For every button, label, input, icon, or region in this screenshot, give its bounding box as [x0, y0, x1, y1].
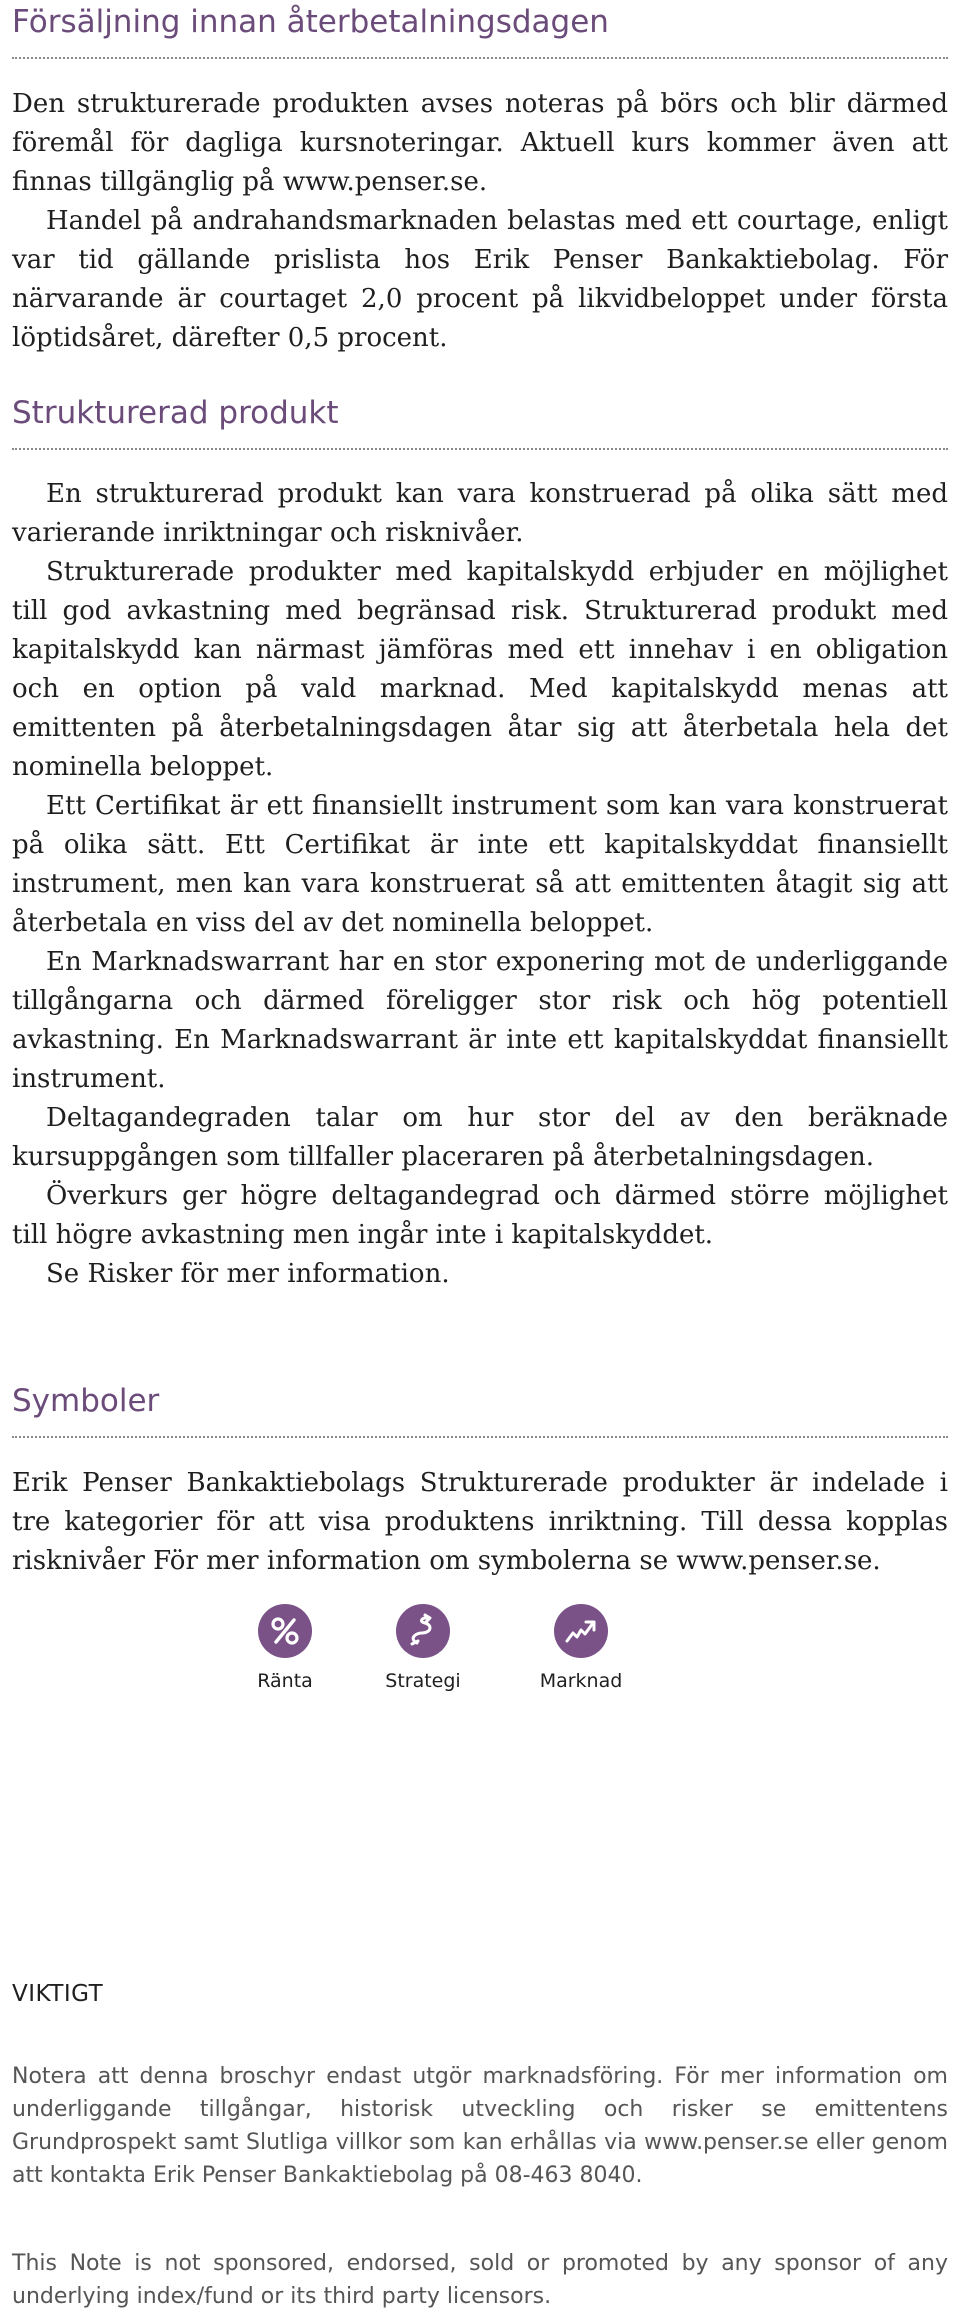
disclaimer-sponsor: This Note is not sponsored, endorsed, sold or promoted by any sponsor of any underlying index/fund or its third party licensors.: [12, 2251, 948, 2309]
symbol-marknad: [516, 1604, 646, 1692]
symbol-label: Marknad: [539, 1670, 623, 1692]
important-heading: VIKTIGT: [12, 1981, 104, 2007]
symbol-ranta: [220, 1604, 350, 1692]
paragraph: Erik Penser Bankaktiebolags Strukturerade produkter är indelade i tre kategorier för att visa produktens inriktning. Till dessa kopplas risknivåer För mer information om symbolerna se www.penser.se.: [12, 1468, 948, 1576]
section-body-structured-product: [12, 475, 948, 1294]
paragraph: Den strukturerade produkten avses noteras på börs och blir därmed föremål för dagliga kursnoteringar. Aktuell kurs kommer även att finnas tillgänglig på www.penser.se.: [12, 89, 948, 197]
paragraph: Ett Certifikat är ett finansiellt instrument som kan vara konstruerat på olika sätt. Ett Certifikat är inte ett kapitalskyddat finansiellt instrument, men kan vara konstruerat så att emittenten åtagit sig att återbetala en viss del av det nominella beloppet.: [12, 791, 948, 938]
paragraph: En strukturerad produkt kan vara konstruerad på olika sätt med varierande inriktningar och risknivåer.: [12, 479, 948, 548]
paragraph: Se Risker för mer information.: [46, 1259, 450, 1289]
percent-icon: [258, 1604, 312, 1658]
section-heading-sale: Försäljning innan återbetalningsdagen: [12, 4, 609, 40]
heading-divider: [12, 57, 948, 59]
section-body-sale: [12, 85, 948, 358]
paragraph: Strukturerade produkter med kapitalskydd erbjuder en möjlighet till god avkastning med begränsad risk. Strukturerad produkt med kapitalskydd kan närmast jämföras med ett innehav i en obligation och en option på vald marknad. Med kapitalskydd menas att emittenten på återbetalningsdagen åtar sig att återbetala hela det nominella beloppet.: [12, 557, 948, 782]
symbol-strategi: [358, 1604, 488, 1692]
paragraph: En Marknadswarrant har en stor exponering mot de underliggande tillgångarna och därmed föreligger stor risk och hög potentiell avkastning. En Marknadswarrant är inte ett kapitalskyddat finansiellt instrument.: [12, 947, 948, 1094]
heading-divider: [12, 1436, 948, 1438]
strategy-icon: [396, 1604, 450, 1658]
paragraph: Handel på andrahandsmarknaden belastas med ett courtage, enligt var tid gällande prislista hos Erik Penser Bankaktiebolag. För närvarande är courtaget 2,0 procent på likvidbeloppet under första löptidsåret, därefter 0,5 procent.: [12, 206, 948, 353]
symbol-label: Strategi: [385, 1670, 461, 1692]
market-icon: [554, 1604, 608, 1658]
section-heading-symbols: Symboler: [12, 1383, 160, 1419]
heading-divider: [12, 448, 948, 450]
paragraph: Överkurs ger högre deltagandegrad och därmed större möjlighet till högre avkastning men ingår inte i kapitalskyddet.: [12, 1181, 948, 1250]
symbol-label: Ränta: [257, 1670, 313, 1692]
section-body-symbols: [12, 1464, 948, 1581]
paragraph: Deltagandegraden talar om hur stor del av den beräknade kursuppgången som tillfaller placeraren på återbetalningsdagen.: [12, 1103, 948, 1172]
section-heading-structured-product: Strukturerad produkt: [12, 395, 339, 431]
disclaimer-marketing: Notera att denna broschyr endast utgör marknadsföring. För mer information om underliggande tillgångar, historisk utveckling och risker se emittentens Grundprospekt samt Slutliga villkor som kan erhållas via www.penser.se eller genom att kontakta Erik Penser Bankaktiebolag på 08-463 8040.: [12, 2064, 948, 2188]
